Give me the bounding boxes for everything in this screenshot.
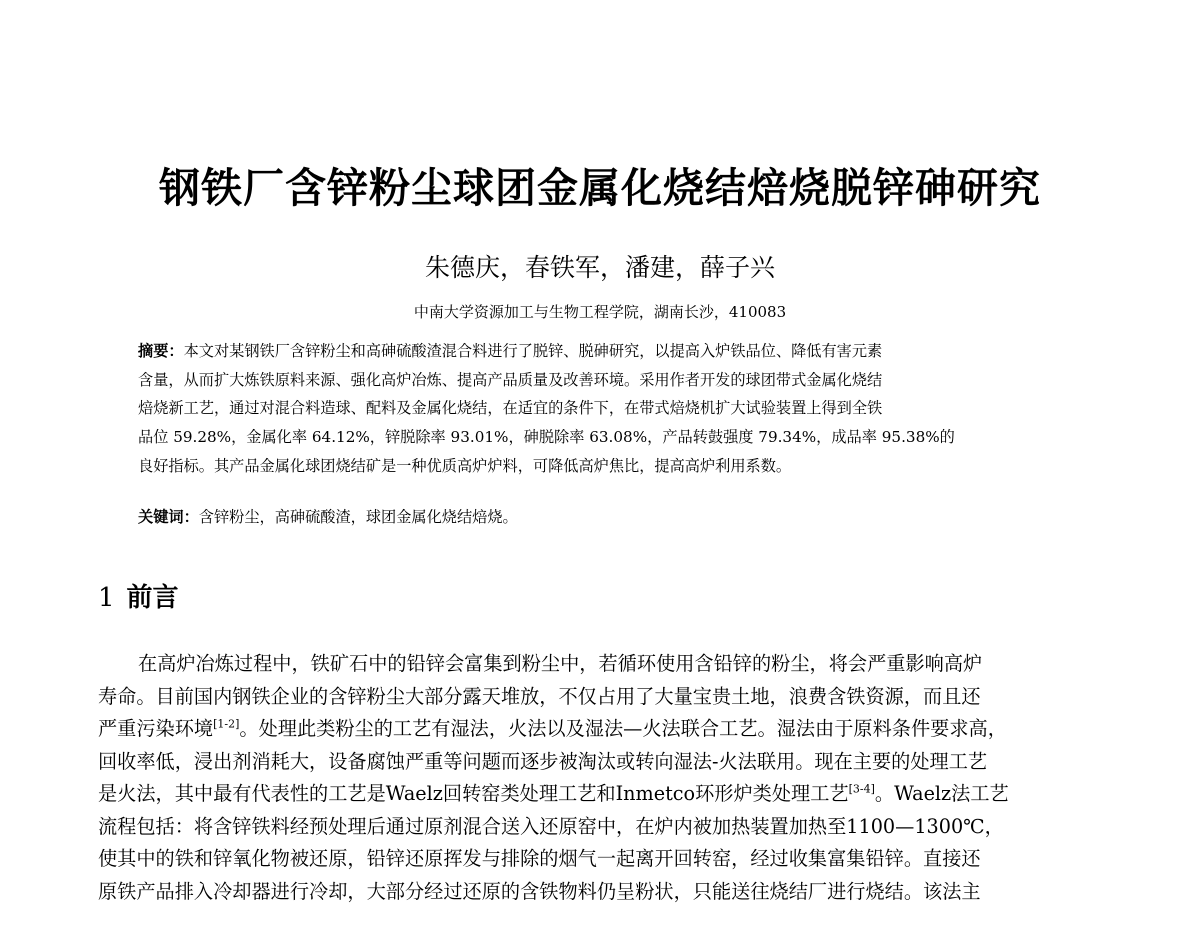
keywords-label: 关键词： bbox=[138, 508, 199, 526]
body-line bbox=[98, 713, 1098, 746]
abstract-label: 摘要： bbox=[138, 342, 184, 360]
body-text-segment: 。处理此类粉尘的工艺有湿法，火法以及湿法—火法联合工艺。湿法由于原料条件要求高， bbox=[239, 717, 1007, 740]
citation-ref: [1-2] bbox=[213, 717, 240, 731]
body-line: 回收率低，浸出剂消耗大，设备腐蚀严重等问题而逐步被淘汰或转向湿法-火法联用。现在主要的处理工艺 bbox=[98, 749, 988, 773]
abstract-line: 品位 59.28%，金属化率 64.12%，锌脱除率 93.01%，砷脱除率 63.08%，产品转鼓强度 79.34%，成品率 95.38%的 bbox=[138, 428, 955, 447]
section-heading bbox=[98, 580, 179, 616]
author-list: 朱德庆，春铁军，潘建，薛子兴 bbox=[424, 253, 775, 282]
body-line: 在高炉冶炼过程中，铁矿石中的铅锌会富集到粉尘中，若循环使用含铅锌的粉尘，将会严重影响高炉 bbox=[138, 652, 983, 675]
abstract-line bbox=[138, 337, 1064, 366]
section-number: 1 bbox=[98, 583, 115, 613]
paper-title: 钢铁厂含锌粉尘球团金属化烧结焙烧脱锌砷研究 bbox=[159, 164, 1041, 212]
body-line: 寿命。目前国内钢铁企业的含锌粉尘大部分露天堆放，不仅占用了大量宝贵土地，浪费含铁资源，而且还 bbox=[98, 684, 981, 708]
abstract-line: 含量，从而扩大炼铁原料来源、强化高炉冶炼、提高产品质量及改善环境。采用作者开发的球团带式金属化烧结 bbox=[138, 370, 883, 389]
body-line: 原铁产品排入冷却器进行冷却，大部分经过还原的含铁物料仍呈粉状，只能送往烧结厂进行烧结。该法主 bbox=[98, 879, 981, 903]
body-text-segment: 严重污染环境 bbox=[98, 717, 214, 740]
keywords bbox=[138, 504, 1064, 530]
body-line: 流程包括：将含锌铁料经预处理后通过原剂混合送入还原窑中，在炉内被加热装置加热至1100—1300℃， bbox=[98, 814, 1004, 838]
body-text-segment: 是火法，其中最有代表性的工艺是Waelz回转窑类处理工艺和Inmetco环形炉类处理工艺 bbox=[98, 782, 849, 805]
citation-ref: [3-4] bbox=[848, 782, 875, 796]
abstract-line: 良好指标。其产品金属化球团烧结矿是一种优质高炉炉料，可降低高炉焦比，提高高炉利用系数。 bbox=[138, 456, 792, 475]
abstract-text: 本文对某钢铁厂含锌粉尘和高砷硫酸渣混合料进行了脱锌、脱砷研究，以提高入炉铁品位、降低有害元素 bbox=[183, 342, 883, 360]
keywords-text: 含锌粉尘，高砷硫酸渣，球团金属化烧结焙烧。 bbox=[198, 508, 518, 526]
affiliation: 中南大学资源加工与生物工程学院，湖南长沙，410083 bbox=[413, 303, 787, 321]
body-line: 使其中的铁和锌氧化物被还原，铅锌还原挥发与排除的烟气一起离开回转窑，经过收集富集铅锌。直接还 bbox=[98, 847, 981, 870]
body-line bbox=[98, 778, 1098, 811]
abstract-line: 焙烧新工艺，通过对混合料造球、配料及金属化烧结，在适宜的条件下，在带式焙烧机扩大试验装置上得到全铁 bbox=[138, 399, 883, 418]
section-title: 前言 bbox=[126, 583, 179, 613]
body-text-segment: 。Waelz法工艺 bbox=[874, 782, 1009, 805]
abstract bbox=[138, 337, 1064, 481]
body-paragraph bbox=[98, 648, 1098, 908]
